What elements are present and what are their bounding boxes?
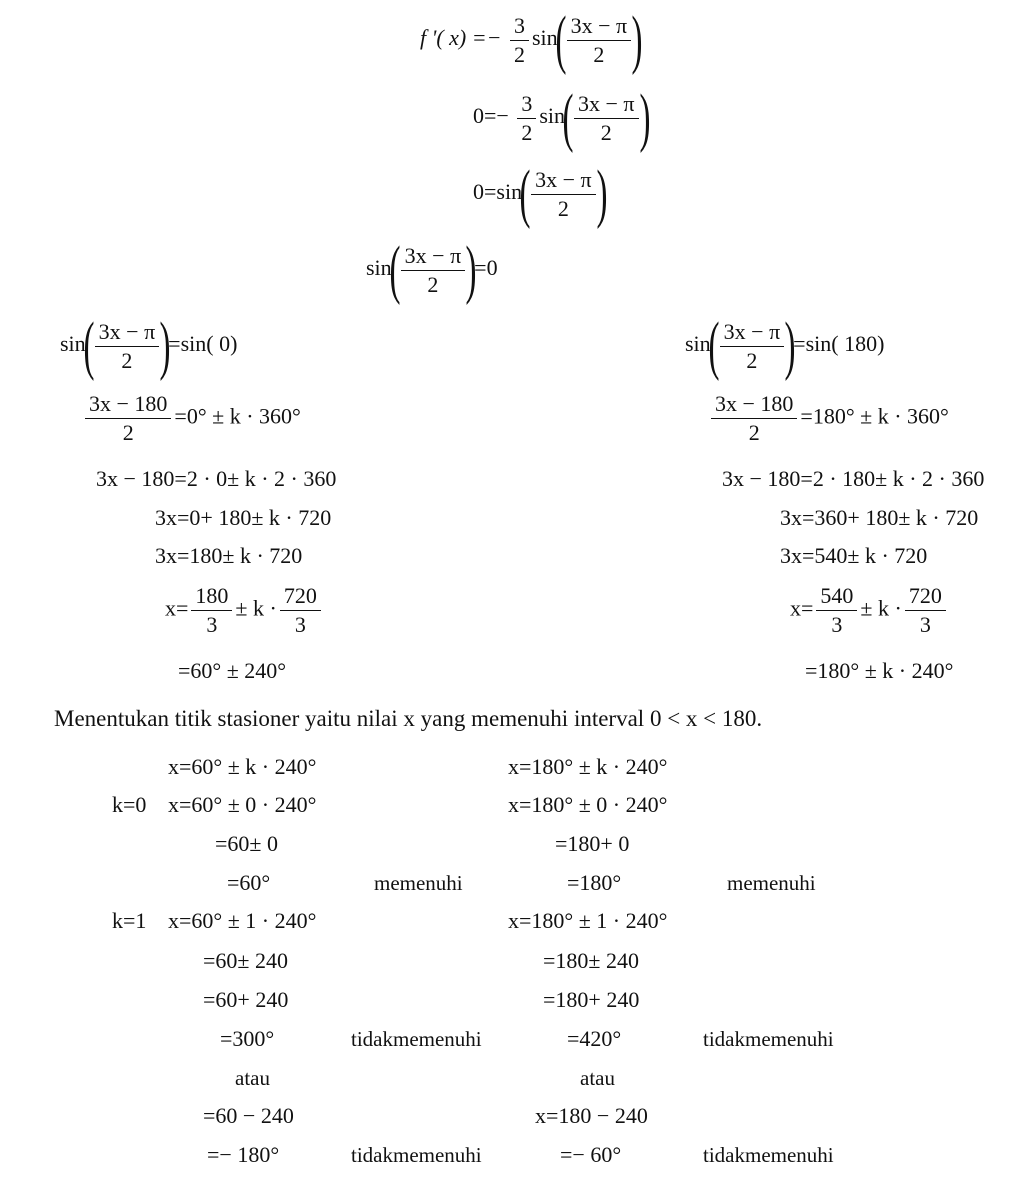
k1-left-4: =300°	[220, 1026, 275, 1051]
k0-right-2: =180+ 0	[555, 831, 630, 856]
k0-right-3: =180°	[567, 870, 622, 895]
k1-right-atau: atau	[580, 1066, 615, 1090]
k0-left-3: =60°	[227, 870, 271, 895]
k1-right-5: x=180 − 240	[535, 1103, 648, 1128]
right-case-fraction: $\frac{3x - 180}{2}$ =180° ± k · 360°	[708, 390, 949, 447]
left-case-line7: =60° ± 240°	[178, 658, 287, 683]
left-case-sin: sin( $\frac{3x - \pi}{2}$ )=sin( 0)	[60, 309, 238, 382]
right-case-line5: 3x=540± k · 720	[780, 543, 928, 568]
k1-right6-verdict: tidakmemenuhi	[703, 1143, 834, 1167]
k1-left-5: =60 − 240	[203, 1103, 294, 1128]
eq-derivative-lhs: f '( x) =−	[420, 25, 502, 51]
left-case-line6: x= $\frac{180}{3}$ ± k · $\frac{720}{3}$	[165, 582, 324, 639]
k1-left-atau: atau	[235, 1066, 270, 1090]
right-case-line3: 3x − 180=2 · 180± k · 2 · 360	[722, 466, 985, 491]
k1-right-4: =420°	[567, 1026, 622, 1051]
k1-right-2: =180± 240	[543, 948, 639, 973]
k1-left6-verdict: tidakmemenuhi	[351, 1143, 482, 1167]
frac-three-halves: $\frac{3}{2}$	[510, 12, 529, 69]
k1-right-1: x=180° ± 1 · 240°	[508, 908, 668, 933]
left-case-line4: 3x=0+ 180± k · 720	[155, 505, 332, 530]
k1-right-6: =− 60°	[560, 1142, 622, 1167]
k1-label: k=1	[112, 908, 147, 933]
k1-right-3: =180+ 240	[543, 987, 640, 1012]
k1-left-3: =60+ 240	[203, 987, 289, 1012]
k0-left-1: x=60° ± 0 · 240°	[168, 792, 317, 817]
frac-inner: $\frac{3x - \pi}{2}$	[567, 12, 632, 69]
k0-label: k=0	[112, 792, 147, 817]
eq-derivative: f '( x) =− $\frac{3}{2}$ sin( $\frac{3x - \pi}{2}$ )	[420, 3, 643, 76]
k1-left-verdict: tidakmemenuhi	[351, 1027, 482, 1051]
left-case-fraction: $\frac{3x - 180}{2}$ =0° ± k · 360°	[82, 390, 301, 447]
left-case-line3: 3x − 180=2 · 0± k · 2 · 360	[96, 466, 337, 491]
k1-left-1: x=60° ± 1 · 240°	[168, 908, 317, 933]
eq-sin-zero: sin( $\frac{3x - \pi}{2}$ )=0	[366, 233, 498, 306]
eq-zero-derivative: 0=− $\frac{3}{2}$ sin( $\frac{3x - \pi}{2}$ )	[473, 81, 651, 154]
k0-left-verdict: memenuhi	[374, 871, 463, 895]
k1-left-6: =− 180°	[207, 1142, 280, 1167]
left-case-line5: 3x=180± k · 720	[155, 543, 303, 568]
right-case-line7: =180° ± k · 240°	[805, 658, 954, 683]
eq-zero-sin: 0=sin( $\frac{3x - \pi}{2}$ )	[473, 157, 608, 230]
right-case-sin: sin( $\frac{3x - \pi}{2}$ )=sin( 180)	[685, 309, 885, 382]
k1-right-verdict: tidakmemenuhi	[703, 1027, 834, 1051]
k0-left-2: =60± 0	[215, 831, 278, 856]
k0-right-verdict: memenuhi	[727, 871, 816, 895]
stationary-point-sentence: Menentukan titik stasioner yaitu nilai x yang memenuhi interval 0 < x < 180.	[54, 706, 763, 731]
k1-left-2: =60± 240	[203, 948, 288, 973]
right-case-line6: x= $\frac{540}{3}$ ± k · $\frac{720}{3}$	[790, 582, 949, 639]
check-right-general: x=180° ± k · 240°	[508, 754, 668, 779]
k0-right-1: x=180° ± 0 · 240°	[508, 792, 668, 817]
check-left-general: x=60° ± k · 240°	[168, 754, 317, 779]
right-case-line4: 3x=360+ 180± k · 720	[780, 505, 979, 530]
